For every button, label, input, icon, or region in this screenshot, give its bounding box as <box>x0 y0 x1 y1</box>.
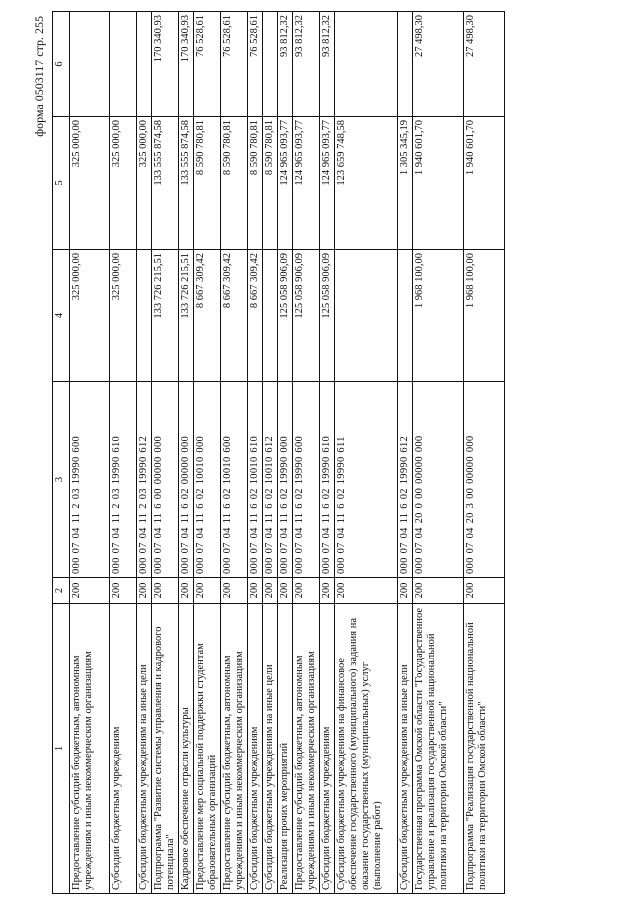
row-unexecuted: 76 528,61 <box>194 12 221 117</box>
row-budget-code: 000 07 04 11 6 02 10010 612 <box>263 382 278 578</box>
row-name: Подпрограмма "Реализация государственной национальной политики на территории Омской области" <box>464 604 505 894</box>
header-col-6: 6 <box>53 12 70 117</box>
row-unexecuted: 93 812,32 <box>320 12 335 117</box>
row-name: Субсидии бюджетным учреждениям на финансовое обеспечение государственного (муниципального) задания на оказание государственных (муниципальных) услуг (выполнение работ) <box>335 604 398 894</box>
row-budget-code: 000 07 04 11 6 02 19990 612 <box>398 382 413 578</box>
row-executed: 1 305 345,19 <box>398 117 413 250</box>
row-name: Субсидии бюджетным учреждениям <box>320 604 335 894</box>
row-unexecuted: 76 528,61 <box>221 12 248 117</box>
row-name: Предоставление субсидий бюджетным, автономным учреждениям и иным некоммерческим организациям <box>70 604 110 894</box>
row-approved <box>398 250 413 382</box>
row-unexecuted <box>70 12 110 117</box>
row-approved: 125 058 906,09 <box>320 250 335 382</box>
row-executed: 124 965 093,77 <box>278 117 293 250</box>
row-approved: 133 726 215,51 <box>179 250 194 382</box>
table-row <box>398 12 413 894</box>
row-line-code: 200 <box>194 578 221 604</box>
row-approved <box>137 250 152 382</box>
row-approved: 125 058 906,09 <box>293 250 320 382</box>
header-col-1: 1 <box>53 604 70 894</box>
row-executed: 1 940 601,70 <box>413 117 464 250</box>
table-row <box>293 12 320 894</box>
header-col-4: 4 <box>53 250 70 382</box>
row-executed: 325 000,00 <box>110 117 137 250</box>
budget-execution-table <box>52 11 505 894</box>
row-executed: 325 000,00 <box>137 117 152 250</box>
row-line-code: 200 <box>398 578 413 604</box>
form-number: форма 0503117 стр. 255 <box>32 16 46 137</box>
row-unexecuted: 27 498,30 <box>413 12 464 117</box>
row-executed: 8 590 780,81 <box>194 117 221 250</box>
header-col-2: 2 <box>53 578 70 604</box>
row-name: Предоставление субсидий бюджетным, автономным учреждениям и иным некоммерческим организациям <box>221 604 248 894</box>
row-name: Субсидии бюджетным учреждениям на иные цели <box>263 604 278 894</box>
row-line-code: 200 <box>152 578 179 604</box>
row-budget-code: 000 07 04 11 6 02 10010 600 <box>221 382 248 578</box>
table-row <box>137 12 152 894</box>
row-line-code: 200 <box>137 578 152 604</box>
table-row <box>320 12 335 894</box>
row-line-code: 200 <box>335 578 398 604</box>
row-line-code: 200 <box>248 578 263 604</box>
row-unexecuted <box>398 12 413 117</box>
row-approved: 1 968 100,00 <box>413 250 464 382</box>
row-unexecuted <box>263 12 278 117</box>
table-row <box>263 12 278 894</box>
row-name: Субсидии бюджетным учреждениям <box>110 604 137 894</box>
row-budget-code: 000 07 04 11 6 02 19990 600 <box>293 382 320 578</box>
row-executed: 123 659 748,58 <box>335 117 398 250</box>
table-row <box>110 12 137 894</box>
row-approved: 8 667 309,42 <box>221 250 248 382</box>
row-approved: 8 667 309,42 <box>194 250 221 382</box>
row-line-code: 200 <box>221 578 248 604</box>
row-line-code: 200 <box>293 578 320 604</box>
row-name: Предоставление мер социальной поддержки студентам образовательных организаций <box>194 604 221 894</box>
row-executed: 8 590 780,81 <box>263 117 278 250</box>
row-line-code: 200 <box>413 578 464 604</box>
row-approved: 133 726 215,51 <box>152 250 179 382</box>
row-line-code: 200 <box>278 578 293 604</box>
row-unexecuted <box>335 12 398 117</box>
row-name: Субсидии бюджетным учреждениям <box>248 604 263 894</box>
row-line-code: 200 <box>110 578 137 604</box>
row-name: Предоставление субсидий бюджетным, автономным учреждениям и иным некоммерческим организациям <box>293 604 320 894</box>
row-approved: 8 667 309,42 <box>248 250 263 382</box>
row-budget-code: 000 07 04 20 0 00 00000 000 <box>413 382 464 578</box>
row-line-code: 200 <box>320 578 335 604</box>
row-name: Субсидии бюджетным учреждениям на иные цели <box>398 604 413 894</box>
table-row <box>194 12 221 894</box>
row-unexecuted: 27 498,30 <box>464 12 505 117</box>
row-executed: 133 555 874,58 <box>179 117 194 250</box>
row-executed: 325 000,00 <box>70 117 110 250</box>
row-name: Реализация прочих мероприятий <box>278 604 293 894</box>
row-executed: 133 555 874,58 <box>152 117 179 250</box>
row-approved <box>263 250 278 382</box>
row-name: Подпрограмма "Развитие системы управления и кадрового потенциала" <box>152 604 179 894</box>
table-row <box>413 12 464 894</box>
header-col-3: 3 <box>53 382 70 578</box>
row-executed: 8 590 780,81 <box>248 117 263 250</box>
row-line-code: 200 <box>464 578 505 604</box>
row-budget-code: 000 07 04 11 2 03 19990 600 <box>70 382 110 578</box>
rotated-report <box>32 12 620 894</box>
row-budget-code: 000 07 04 11 6 02 10010 610 <box>248 382 263 578</box>
row-unexecuted: 76 528,61 <box>248 12 263 117</box>
row-budget-code: 000 07 04 11 6 02 10010 000 <box>194 382 221 578</box>
row-unexecuted: 170 340,93 <box>179 12 194 117</box>
row-approved: 325 000,00 <box>70 250 110 382</box>
row-budget-code: 000 07 04 11 6 02 19990 000 <box>278 382 293 578</box>
table-row <box>70 12 110 894</box>
row-budget-code: 000 07 04 11 6 00 00000 000 <box>152 382 179 578</box>
row-budget-code: 000 07 04 20 3 00 00000 000 <box>464 382 505 578</box>
table-row <box>221 12 248 894</box>
row-unexecuted: 170 340,93 <box>152 12 179 117</box>
header-col-5: 5 <box>53 117 70 250</box>
row-executed: 124 965 093,77 <box>293 117 320 250</box>
row-budget-code: 000 07 04 11 2 03 19990 612 <box>137 382 152 578</box>
row-line-code: 200 <box>263 578 278 604</box>
row-unexecuted: 93 812,32 <box>293 12 320 117</box>
row-approved: 325 000,00 <box>110 250 137 382</box>
table-row <box>179 12 194 894</box>
row-line-code: 200 <box>179 578 194 604</box>
row-budget-code: 000 07 04 11 6 02 19990 611 <box>335 382 398 578</box>
row-line-code: 200 <box>70 578 110 604</box>
table-row <box>248 12 263 894</box>
header-row <box>53 12 70 894</box>
row-unexecuted <box>137 12 152 117</box>
row-approved: 125 058 906,09 <box>278 250 293 382</box>
row-budget-code: 000 07 04 11 6 02 00000 000 <box>179 382 194 578</box>
row-name: Субсидии бюджетным учреждениям на иные цели <box>137 604 152 894</box>
row-name: Государственная программа Омской области "Государственное управление и реализация государственной национальной политики на территории Омской области" <box>413 604 464 894</box>
row-unexecuted: 93 812,32 <box>278 12 293 117</box>
row-approved <box>335 250 398 382</box>
row-approved: 1 968 100,00 <box>464 250 505 382</box>
row-name: Кадровое обеспечение отрасли культуры <box>179 604 194 894</box>
row-executed: 124 965 093,77 <box>320 117 335 250</box>
table-row <box>278 12 293 894</box>
table-row <box>152 12 179 894</box>
row-executed: 8 590 780,81 <box>221 117 248 250</box>
table-row <box>464 12 505 894</box>
row-budget-code: 000 07 04 11 2 03 19990 610 <box>110 382 137 578</box>
row-executed: 1 940 601,70 <box>464 117 505 250</box>
table-row <box>335 12 398 894</box>
row-budget-code: 000 07 04 11 6 02 19990 610 <box>320 382 335 578</box>
row-unexecuted <box>110 12 137 117</box>
